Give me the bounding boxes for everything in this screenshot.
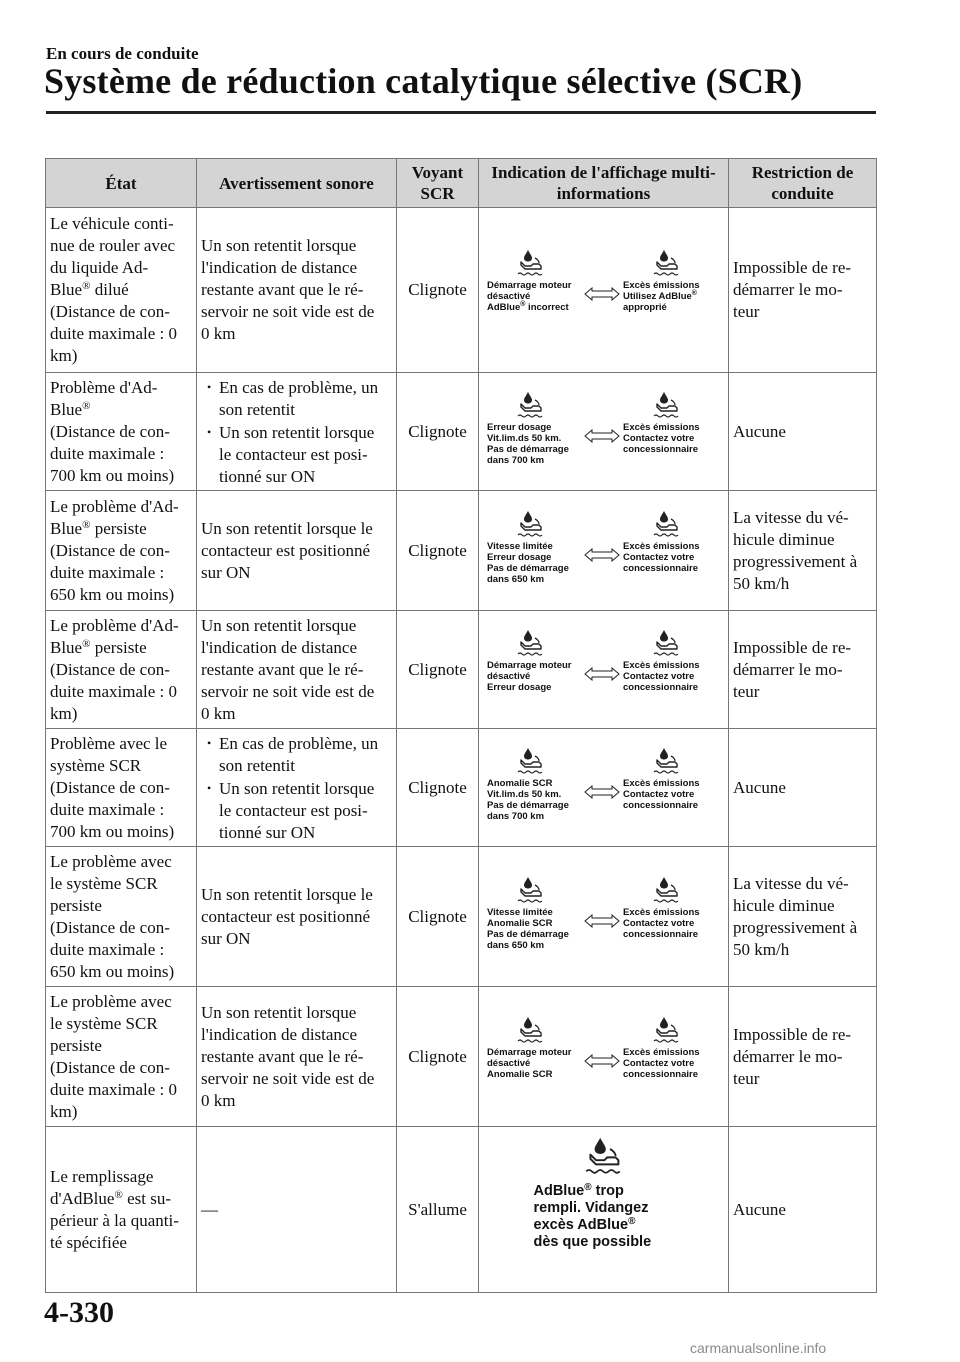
text-line: concessionnaire [623, 1068, 698, 1080]
adblue-warning-icon [515, 746, 547, 776]
text-line: sur ON [201, 562, 251, 582]
table-row [46, 1127, 877, 1293]
text-line: Vitesse limitée [487, 540, 553, 552]
text-line: Excès émissions [623, 906, 700, 918]
adblue-warning-icon [651, 248, 683, 278]
adblue-warning-icon [515, 390, 547, 420]
text-line: l'indication de distance [201, 637, 358, 657]
text-line: Excès émissions [623, 540, 700, 552]
text-line: démarrer le mo- [733, 1046, 843, 1066]
cell-voyant: Clignote [397, 611, 479, 729]
text-line: Le problème d'Ad- [50, 496, 179, 516]
table-row [46, 373, 877, 491]
text-line: désactivé [487, 291, 531, 302]
text-line: En cas de problème, un [219, 377, 379, 397]
display-message-left [487, 1015, 597, 1080]
text-line: désactivé [487, 1057, 531, 1069]
text-line: sur ON [201, 928, 251, 948]
text-line: Le problème avec [50, 851, 172, 871]
display-message-left [487, 509, 597, 585]
table-body [46, 208, 877, 1293]
display-message-pair [483, 1007, 727, 1107]
text-line: contacteur est positionné [201, 906, 371, 926]
text-line: Pas de démarrage [487, 928, 569, 940]
text-line: Démarrage moteur [487, 659, 572, 671]
display-message [534, 1135, 674, 1285]
text-line: 50 km/h [733, 573, 790, 593]
text-line: km) [50, 1101, 78, 1121]
text-line: Contactez votre [623, 788, 695, 800]
text-line: désactivé [487, 670, 531, 682]
cell-voyant: Clignote [397, 373, 479, 491]
sound-bullet-list [201, 376, 392, 488]
text-line: son retentit [219, 399, 296, 419]
display-message-right [623, 628, 733, 693]
display-message-pair [483, 867, 727, 967]
text-line: Contactez votre [623, 432, 695, 444]
text-line: Pas de démarrage [487, 443, 569, 455]
header-etat: État [46, 159, 197, 208]
text-line: concessionnaire [623, 681, 698, 693]
text-line: concessionnaire [623, 562, 698, 574]
display-message-left [487, 875, 597, 951]
text-line: dans 650 km [487, 573, 545, 585]
text-line: Un son retentit lorsque [201, 236, 357, 255]
cell-affichage [479, 373, 729, 491]
cell-affichage [479, 1127, 729, 1293]
display-message-right [623, 746, 733, 811]
text-line: Blue® persiste [50, 518, 147, 538]
text-line: La vitesse du vé- [733, 873, 849, 893]
cell-restriction [729, 611, 877, 729]
display-message-right [623, 390, 733, 455]
text-line: — [201, 1199, 218, 1219]
cell-etat [46, 987, 197, 1127]
display-message-pair [483, 240, 727, 340]
header-affichage: Indication de l'affichage multi-informations [479, 159, 729, 208]
alternating-arrow-icon [584, 785, 620, 799]
text-line: restante avant que le ré- [201, 659, 364, 679]
text-line: 700 km ou moins) [50, 821, 175, 841]
cell-affichage [479, 847, 729, 987]
text-line: Pas de démarrage [487, 799, 569, 811]
text-line: Un son retentit lorsque le [201, 884, 373, 904]
header-restriction: Restriction de conduite [729, 159, 877, 208]
text-line: teur [733, 302, 760, 321]
text-line: (Distance de con- [50, 777, 170, 797]
display-message-left [487, 248, 597, 313]
text-line: Contactez votre [623, 670, 695, 682]
adblue-warning-icon [515, 1015, 547, 1045]
cell-avertissement [197, 987, 397, 1127]
text-line: Excès émissions [623, 280, 700, 291]
text-line: rempli. Vidangez [533, 1199, 649, 1216]
cell-avertissement [197, 208, 397, 373]
text-line: Pas de démarrage [487, 562, 569, 574]
text-line: l'indication de distance [201, 258, 358, 277]
text-line: Un son retentit lorsque [201, 615, 357, 635]
cell-avertissement [197, 491, 397, 611]
display-message-left [487, 390, 597, 466]
text-line: Vit.lim.ds 50 km. [487, 788, 562, 800]
text-line: Un son retentit lorsque [219, 778, 375, 798]
cell-etat [46, 208, 197, 373]
text-line: Blue® dilué [50, 280, 129, 299]
text-line: km) [50, 346, 78, 365]
text-line: Excès émissions [623, 777, 700, 789]
cell-etat [46, 373, 197, 491]
bullet-dot-icon: • [207, 780, 212, 795]
text-line: dès que possible [533, 1233, 652, 1250]
alternating-arrow-icon [584, 667, 620, 681]
display-message-pair [483, 501, 727, 601]
text-line: excès AdBlue® [533, 1215, 636, 1233]
display-message-right [623, 509, 733, 574]
header-avertissement: Avertissement sonore [197, 159, 397, 208]
bullet-dot-icon: • [207, 424, 212, 439]
cell-voyant: Clignote [397, 847, 479, 987]
display-message-left [487, 746, 597, 822]
text-line: Anomalie SCR [487, 777, 553, 789]
text-line: servoir ne soit vide est de [201, 1068, 375, 1088]
text-line: duite maximale : 0 [50, 1079, 177, 1099]
text-line: (Distance de con- [50, 1057, 170, 1077]
text-line: Démarrage moteur [487, 280, 572, 291]
display-message-pair [483, 382, 727, 482]
alternating-arrow-icon [584, 429, 620, 443]
text-line: Le problème d'Ad- [50, 615, 179, 635]
text-line: Blue® [50, 399, 91, 419]
cell-etat [46, 729, 197, 847]
cell-affichage [479, 611, 729, 729]
text-line: contacteur est positionné [201, 540, 371, 560]
text-line: dans 700 km [487, 810, 545, 822]
cell-voyant: S'allume [397, 1127, 479, 1293]
text-line: 700 km ou moins) [50, 465, 175, 485]
bullet-dot-icon: • [207, 379, 212, 394]
cell-voyant: Clignote [397, 208, 479, 373]
text-line: concessionnaire [623, 443, 698, 455]
text-line: progressivement à [733, 551, 858, 571]
text-line: périeur à la quanti- [50, 1210, 179, 1230]
adblue-warning-icon [582, 1135, 627, 1177]
text-line: Contactez votre [623, 551, 695, 563]
page-title: Système de réduction catalytique sélective (SCR) [44, 61, 803, 101]
text-line: (Distance de con- [50, 917, 170, 937]
text-line: 650 km ou moins) [50, 584, 175, 604]
text-line: d'AdBlue® est su- [50, 1188, 171, 1208]
text-line: té spécifiée [50, 1232, 127, 1252]
cell-etat [46, 1127, 197, 1293]
text-line: (Distance de con- [50, 540, 170, 560]
alternating-arrow-icon [584, 287, 620, 301]
text-line: démarrer le mo- [733, 280, 843, 299]
text-line: (Distance de con- [50, 302, 170, 321]
text-line: teur [733, 681, 760, 701]
text-line: approprié [623, 302, 667, 313]
text-line: dans 700 km [487, 454, 545, 466]
text-line: 0 km [201, 703, 236, 723]
text-line: nue de rouler avec [50, 236, 176, 255]
cell-restriction [729, 208, 877, 373]
adblue-warning-icon [515, 628, 547, 658]
display-message-pair [483, 738, 727, 838]
title-divider [46, 111, 876, 114]
table-row [46, 847, 877, 987]
cell-restriction [729, 987, 877, 1127]
text-line: restante avant que le ré- [201, 280, 364, 299]
cell-restriction [729, 373, 877, 491]
text-line: 0 km [201, 1090, 236, 1110]
cell-voyant: Clignote [397, 987, 479, 1127]
text-line: démarrer le mo- [733, 659, 843, 679]
sound-bullet-item [201, 376, 392, 421]
text-line: Blue® persiste [50, 637, 147, 657]
text-line: Erreur dosage [487, 681, 552, 693]
alternating-arrow-icon [584, 1054, 620, 1068]
text-line: Excès émissions [623, 659, 700, 671]
display-message-pair [483, 620, 727, 720]
text-line: (Distance de con- [50, 421, 170, 441]
text-line: Le véhicule conti- [50, 214, 174, 233]
text-line: le contacteur est posi- [219, 800, 368, 820]
adblue-warning-icon [515, 509, 547, 539]
text-line: concessionnaire [623, 928, 698, 940]
text-line: Vitesse limitée [487, 906, 553, 918]
table-header-row [46, 159, 877, 208]
text-line: Contactez votre [623, 1057, 695, 1069]
cell-avertissement [197, 611, 397, 729]
cell-restriction [729, 847, 877, 987]
watermark: carmanualsonline.info [690, 1340, 827, 1356]
text-line: Le remplissage [50, 1166, 154, 1186]
text-line: Excès émissions [623, 1046, 700, 1058]
text-line: hicule diminue [733, 895, 835, 915]
section-label: En cours de conduite [46, 44, 199, 63]
text-line: AdBlue® trop [533, 1181, 624, 1199]
cell-etat [46, 847, 197, 987]
adblue-warning-icon [651, 746, 683, 776]
display-message-left [487, 628, 597, 693]
text-line: le système SCR [50, 1013, 158, 1033]
text-line: restante avant que le ré- [201, 1046, 364, 1066]
adblue-warning-icon [515, 248, 547, 278]
cell-affichage [479, 491, 729, 611]
text-line: En cas de problème, un [219, 733, 379, 753]
text-line: 50 km/h [733, 939, 790, 959]
text-line: persiste [50, 895, 102, 915]
text-line: tionné sur ON [219, 822, 316, 842]
cell-avertissement [197, 729, 397, 847]
text-line: Un son retentit lorsque le [201, 518, 373, 538]
text-line: Problème d'Ad- [50, 377, 158, 397]
text-line: km) [50, 703, 78, 723]
table-row [46, 611, 877, 729]
text-line: AdBlue® incorrect [487, 301, 569, 313]
text-line: l'indication de distance [201, 1024, 358, 1044]
text-line: Aucune [733, 421, 786, 441]
scr-status-table [45, 158, 877, 1293]
cell-etat [46, 491, 197, 611]
text-line: progressivement à [733, 917, 858, 937]
text-line: tionné sur ON [219, 466, 316, 486]
adblue-warning-icon [515, 875, 547, 905]
text-line: duite maximale : 0 [50, 681, 177, 701]
adblue-warning-icon [651, 390, 683, 420]
text-line: servoir ne soit vide est de [201, 302, 375, 321]
sound-bullet-list [201, 732, 392, 844]
text-line: le système SCR [50, 873, 158, 893]
text-line: teur [733, 1068, 760, 1088]
cell-voyant: Clignote [397, 729, 479, 847]
cell-avertissement [197, 847, 397, 987]
text-line: Contactez votre [623, 917, 695, 929]
page-number: 4-330 [44, 1296, 114, 1329]
text-line: 650 km ou moins) [50, 961, 175, 981]
text-line: système SCR [50, 755, 142, 775]
text-line: concessionnaire [623, 799, 698, 811]
cell-voyant: Clignote [397, 491, 479, 611]
text-line: Démarrage moteur [487, 1046, 572, 1058]
text-line: duite maximale : 0 [50, 324, 177, 343]
text-line: Erreur dosage [487, 421, 552, 433]
text-line: Excès émissions [623, 421, 700, 433]
adblue-warning-icon [651, 628, 683, 658]
text-line: Problème avec le [50, 733, 168, 753]
text-line: Un son retentit lorsque [219, 422, 375, 442]
display-message-right [623, 1015, 733, 1080]
cell-restriction [729, 1127, 877, 1293]
text-line: hicule diminue [733, 529, 835, 549]
table-row [46, 729, 877, 847]
text-line: duite maximale : [50, 939, 165, 959]
display-message-right [623, 875, 733, 940]
text-line: Anomalie SCR [487, 917, 553, 929]
cell-etat [46, 611, 197, 729]
text-line: duite maximale : [50, 562, 165, 582]
text-line: duite maximale : [50, 443, 165, 463]
cell-restriction [729, 729, 877, 847]
adblue-warning-icon [651, 1015, 683, 1045]
text-line: Impossible de re- [733, 637, 852, 657]
cell-avertissement [197, 373, 397, 491]
text-line: Anomalie SCR [487, 1068, 553, 1080]
text-line: son retentit [219, 755, 296, 775]
text-line: Le problème avec [50, 991, 172, 1011]
table-row [46, 987, 877, 1127]
text-line: (Distance de con- [50, 659, 170, 679]
table-row [46, 208, 877, 373]
text-line: Aucune [733, 1199, 786, 1219]
text-line: La vitesse du vé- [733, 507, 849, 527]
cell-affichage [479, 987, 729, 1127]
bullet-dot-icon: • [207, 735, 212, 750]
cell-restriction [729, 491, 877, 611]
text-line: servoir ne soit vide est de [201, 681, 375, 701]
sound-bullet-item [201, 777, 392, 844]
cell-affichage [479, 208, 729, 373]
sound-bullet-item [201, 421, 392, 488]
display-message-right [623, 248, 733, 313]
text-line: persiste [50, 1035, 102, 1055]
adblue-warning-icon [651, 509, 683, 539]
text-line: le contacteur est posi- [219, 444, 368, 464]
cell-affichage [479, 729, 729, 847]
text-line: Impossible de re- [733, 1024, 852, 1044]
adblue-warning-icon [651, 875, 683, 905]
text-line: Aucune [733, 777, 786, 797]
text-line: Impossible de re- [733, 258, 852, 277]
text-line: dans 650 km [487, 939, 545, 951]
table-row [46, 491, 877, 611]
alternating-arrow-icon [584, 548, 620, 562]
text-line: duite maximale : [50, 799, 165, 819]
alternating-arrow-icon [584, 914, 620, 928]
text-line: Vit.lim.ds 50 km. [487, 432, 562, 444]
text-line: Erreur dosage [487, 551, 552, 563]
text-line: Utilisez AdBlue® [623, 290, 697, 302]
cell-avertissement [197, 1127, 397, 1293]
text-line: 0 km [201, 324, 236, 343]
sound-bullet-item [201, 732, 392, 777]
text-line: Un son retentit lorsque [201, 1002, 357, 1022]
text-line: du liquide Ad- [50, 258, 149, 277]
header-voyant: Voyant SCR [397, 159, 479, 208]
